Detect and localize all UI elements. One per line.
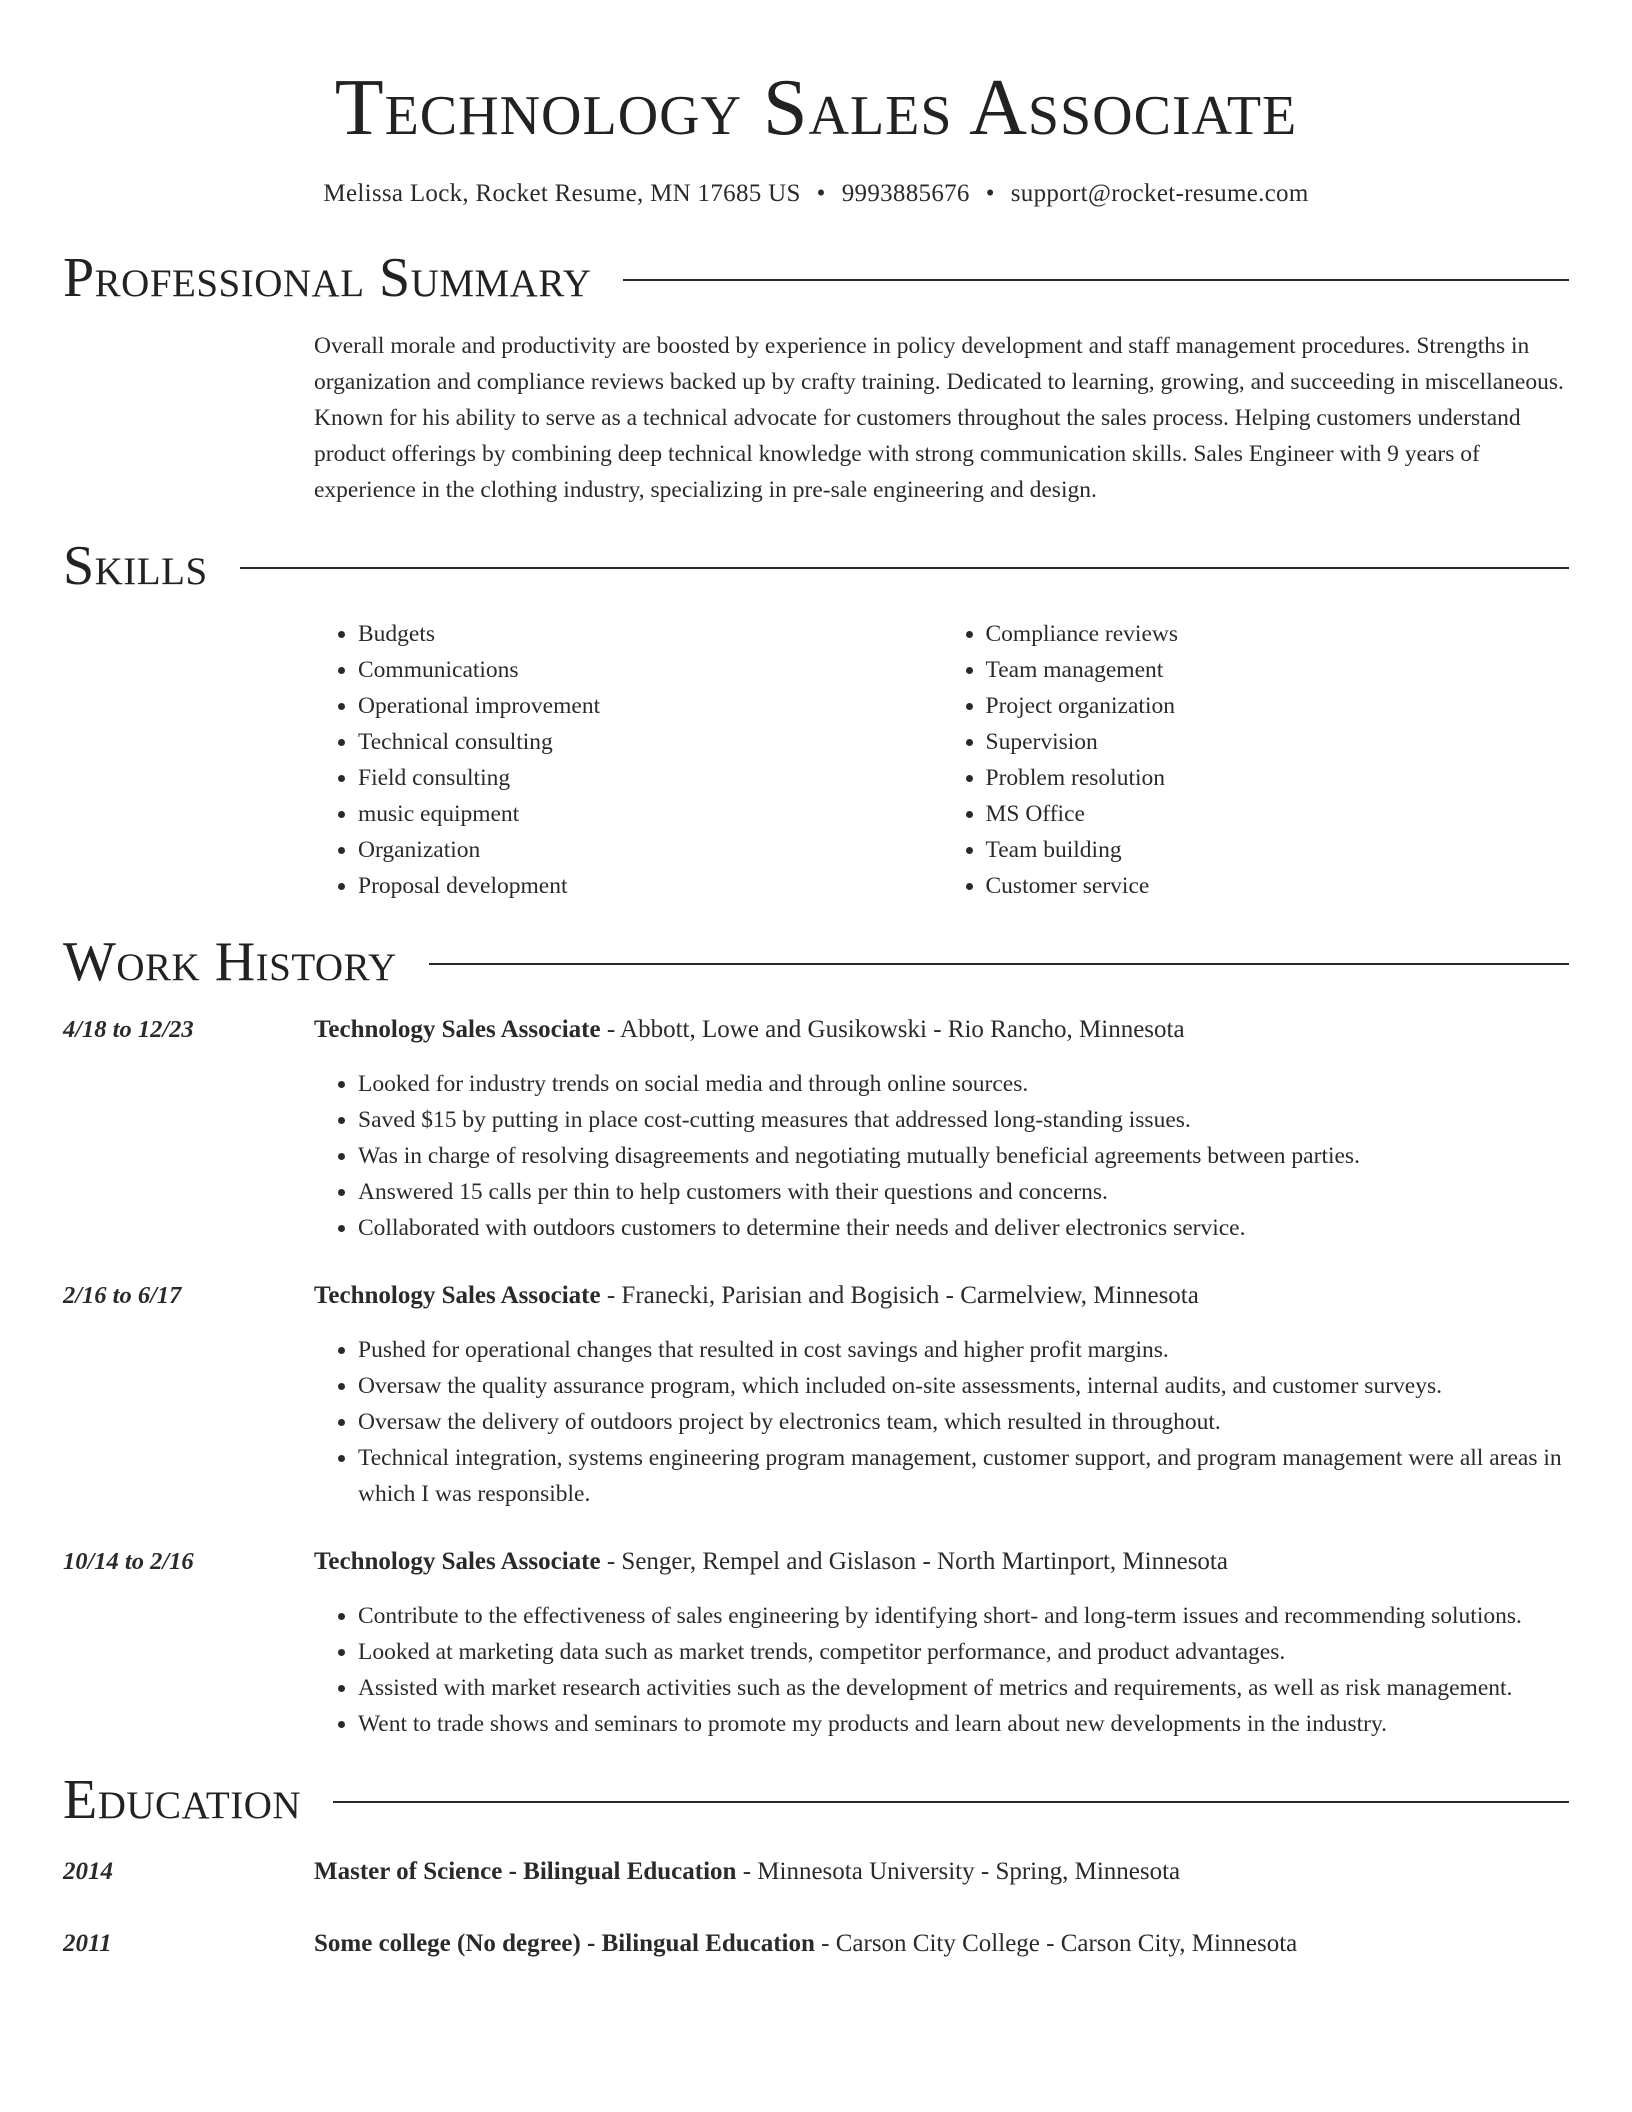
job-title: Technology Sales Associate — [314, 1282, 601, 1309]
job-details: - Senger, Rempel and Gislason - North Martinport, Minnesota — [600, 1548, 1228, 1575]
contact-separator: • — [816, 180, 826, 207]
skills-column-right — [942, 616, 1570, 904]
job-bullet: • Oversaw the delivery of outdoors project by electronics team, which resulted in throughout. — [358, 1404, 1569, 1440]
skill-item: • Operational improvement — [358, 688, 942, 724]
skill-item: • Proposal development — [358, 868, 942, 904]
skill-item: • Field consulting — [358, 760, 942, 796]
job-bullet: • Looked at marketing data such as market trends, competitor performance, and product advantages. — [358, 1634, 1522, 1670]
job-body — [314, 1012, 1360, 1246]
job-bullet: • Saved $15 by putting in place cost-cutting measures that addressed long-standing issues. — [358, 1102, 1360, 1138]
skill-item: • Team building — [986, 832, 1570, 868]
job-bullet: • Answered 15 calls per thin to help customers with their questions and concerns. — [358, 1174, 1360, 1210]
job-body — [314, 1278, 1569, 1512]
section-divider — [333, 1801, 1569, 1803]
job-bullet: • Looked for industry trends on social media and through online sources. — [358, 1066, 1360, 1102]
section-divider — [623, 279, 1569, 281]
work-section-header — [63, 931, 1569, 993]
skill-item: • Customer service — [986, 868, 1570, 904]
education-degree: Master of Science - Bilingual Education — [314, 1858, 737, 1885]
education-section-header — [63, 1769, 1569, 1831]
job-details: - Franecki, Parisian and Bogisich - Carmelview, Minnesota — [600, 1282, 1199, 1309]
job-entry — [63, 1012, 1569, 1246]
job-entry — [63, 1278, 1569, 1512]
skill-item: • Team management — [986, 652, 1570, 688]
summary-text: Overall morale and productivity are boosted by experience in policy development and staff management procedures. Strengths in organization and compliance reviews backed up by crafty training. Dedicated to learning, growing, and succeeding in miscellaneous. Known for his ability to serve as a technical advocate for customers throughout the sales process. Helping customers understand product offerings by combining deep technical knowledge with strong communication skills. Sales Engineer with 9 years of experience in the clothing industry, specializing in pre-sale engineering and design. — [314, 333, 1564, 503]
skill-item: • Problem resolution — [986, 760, 1570, 796]
summary-heading: Professional Summary — [63, 247, 592, 309]
job-bullet: • Technical integration, systems engineering program management, customer support, and program management were all areas in which I was responsible. — [358, 1440, 1569, 1512]
job-header — [314, 1544, 1522, 1580]
contact-phone: 9993885676 — [841, 180, 970, 207]
contact-separator: • — [985, 180, 995, 207]
education-details: - Minnesota University - Spring, Minnesota — [736, 1858, 1181, 1885]
education-heading: Education — [63, 1769, 302, 1831]
job-bullet: • Collaborated with outdoors customers to determine their needs and deliver electronics service. — [358, 1210, 1360, 1246]
summary-section-header — [63, 247, 1569, 309]
job-dates: 4/18 to 12/23 — [63, 1016, 194, 1043]
education-degree: Some college (No degree) - Bilingual Education — [314, 1930, 815, 1957]
section-divider — [240, 567, 1569, 569]
skill-item: • Project organization — [986, 688, 1570, 724]
skills-heading: Skills — [63, 535, 208, 597]
skill-item: • Supervision — [986, 724, 1570, 760]
section-divider — [429, 963, 1569, 965]
skill-item: • Budgets — [358, 616, 942, 652]
contact-line — [63, 180, 1569, 208]
job-bullet: • Assisted with market research activities such as the development of metrics and requirements, as well as risk management. — [358, 1670, 1522, 1706]
job-body — [314, 1544, 1522, 1742]
skill-item: • music equipment — [358, 796, 942, 832]
education-year: 2011 — [63, 1930, 112, 1957]
skill-item: • MS Office — [986, 796, 1570, 832]
work-heading: Work History — [63, 931, 397, 993]
skill-item: • Organization — [358, 832, 942, 868]
skills-list — [314, 616, 1569, 904]
job-title: Technology Sales Associate — [314, 1548, 601, 1575]
job-entry — [63, 1544, 1569, 1742]
job-bullet: • Pushed for operational changes that resulted in cost savings and higher profit margins. — [358, 1332, 1569, 1368]
skill-item: • Technical consulting — [358, 724, 942, 760]
job-header — [314, 1278, 1569, 1314]
education-entry — [63, 1926, 1569, 1962]
skill-item: • Communications — [358, 652, 942, 688]
education-details: - Carson City College - Carson City, Minnesota — [814, 1930, 1298, 1957]
education-year: 2014 — [63, 1858, 113, 1885]
education-body — [314, 1926, 1297, 1962]
resume-title: Technology Sales Associate — [334, 64, 1298, 152]
job-bullets — [314, 1066, 1360, 1246]
job-bullet: • Contribute to the effectiveness of sales engineering by identifying short- and long-term issues and recommending solutions. — [358, 1598, 1522, 1634]
job-bullet: • Was in charge of resolving disagreements and negotiating mutually beneficial agreements between parties. — [358, 1138, 1360, 1174]
job-header — [314, 1012, 1360, 1048]
job-bullet: • Oversaw the quality assurance program, which included on-site assessments, internal audits, and customer surveys. — [358, 1368, 1569, 1404]
skills-column-left — [314, 616, 942, 904]
contact-address: Melissa Lock, Rocket Resume, MN 17685 US — [323, 180, 801, 207]
skills-section-header — [63, 535, 1569, 597]
education-body — [314, 1854, 1180, 1890]
job-bullets — [314, 1332, 1569, 1512]
skill-item: • Compliance reviews — [986, 616, 1570, 652]
job-title: Technology Sales Associate — [314, 1016, 601, 1043]
job-bullets — [314, 1598, 1522, 1742]
job-details: - Abbott, Lowe and Gusikowski - Rio Rancho, Minnesota — [600, 1016, 1185, 1043]
education-entry — [63, 1854, 1569, 1890]
job-dates: 2/16 to 6/17 — [63, 1282, 182, 1309]
contact-email: support@rocket-resume.com — [1010, 180, 1309, 207]
job-dates: 10/14 to 2/16 — [63, 1548, 194, 1575]
job-bullet: • Went to trade shows and seminars to promote my products and learn about new developments in the industry. — [358, 1706, 1522, 1742]
